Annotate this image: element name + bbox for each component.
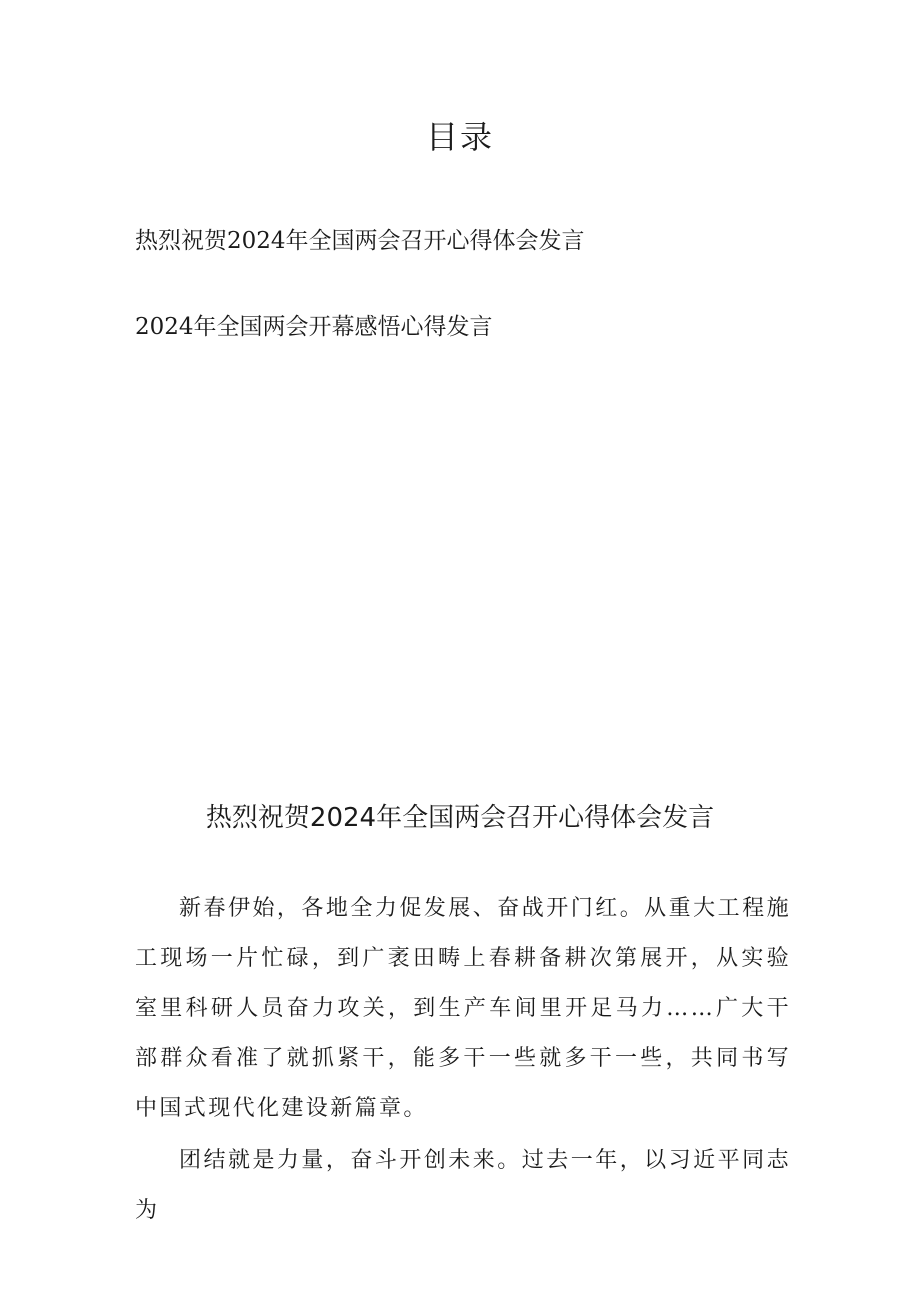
toc-title: 目录 <box>425 118 494 156</box>
toc-item[interactable]: 2024年全国两会开幕感悟心得发言 <box>135 314 493 340</box>
toc-list <box>135 222 585 394</box>
article-paragraph: 团结就是力量，奋斗开创未来。过去一年，以习近平同志为 <box>135 1148 791 1223</box>
article-title: 热烈祝贺2024年全国两会召开心得体会发言 <box>205 803 715 833</box>
article-paragraph: 新春伊始，各地全力促发展、奋战开门红。从重大工程施工现场一片忙碌，到广袤田畴上春耕备耕次第展开，从实验室里科研人员奋力攻关，到生产车间里开足马力……广大干部群众看准了就抓紧干，能多干一些就多干一些，共同书写中国式现代化建设新篇章。 <box>135 896 791 1121</box>
article-body <box>135 884 791 1236</box>
toc-item[interactable]: 热烈祝贺2024年全国两会召开心得体会发言 <box>135 228 585 254</box>
